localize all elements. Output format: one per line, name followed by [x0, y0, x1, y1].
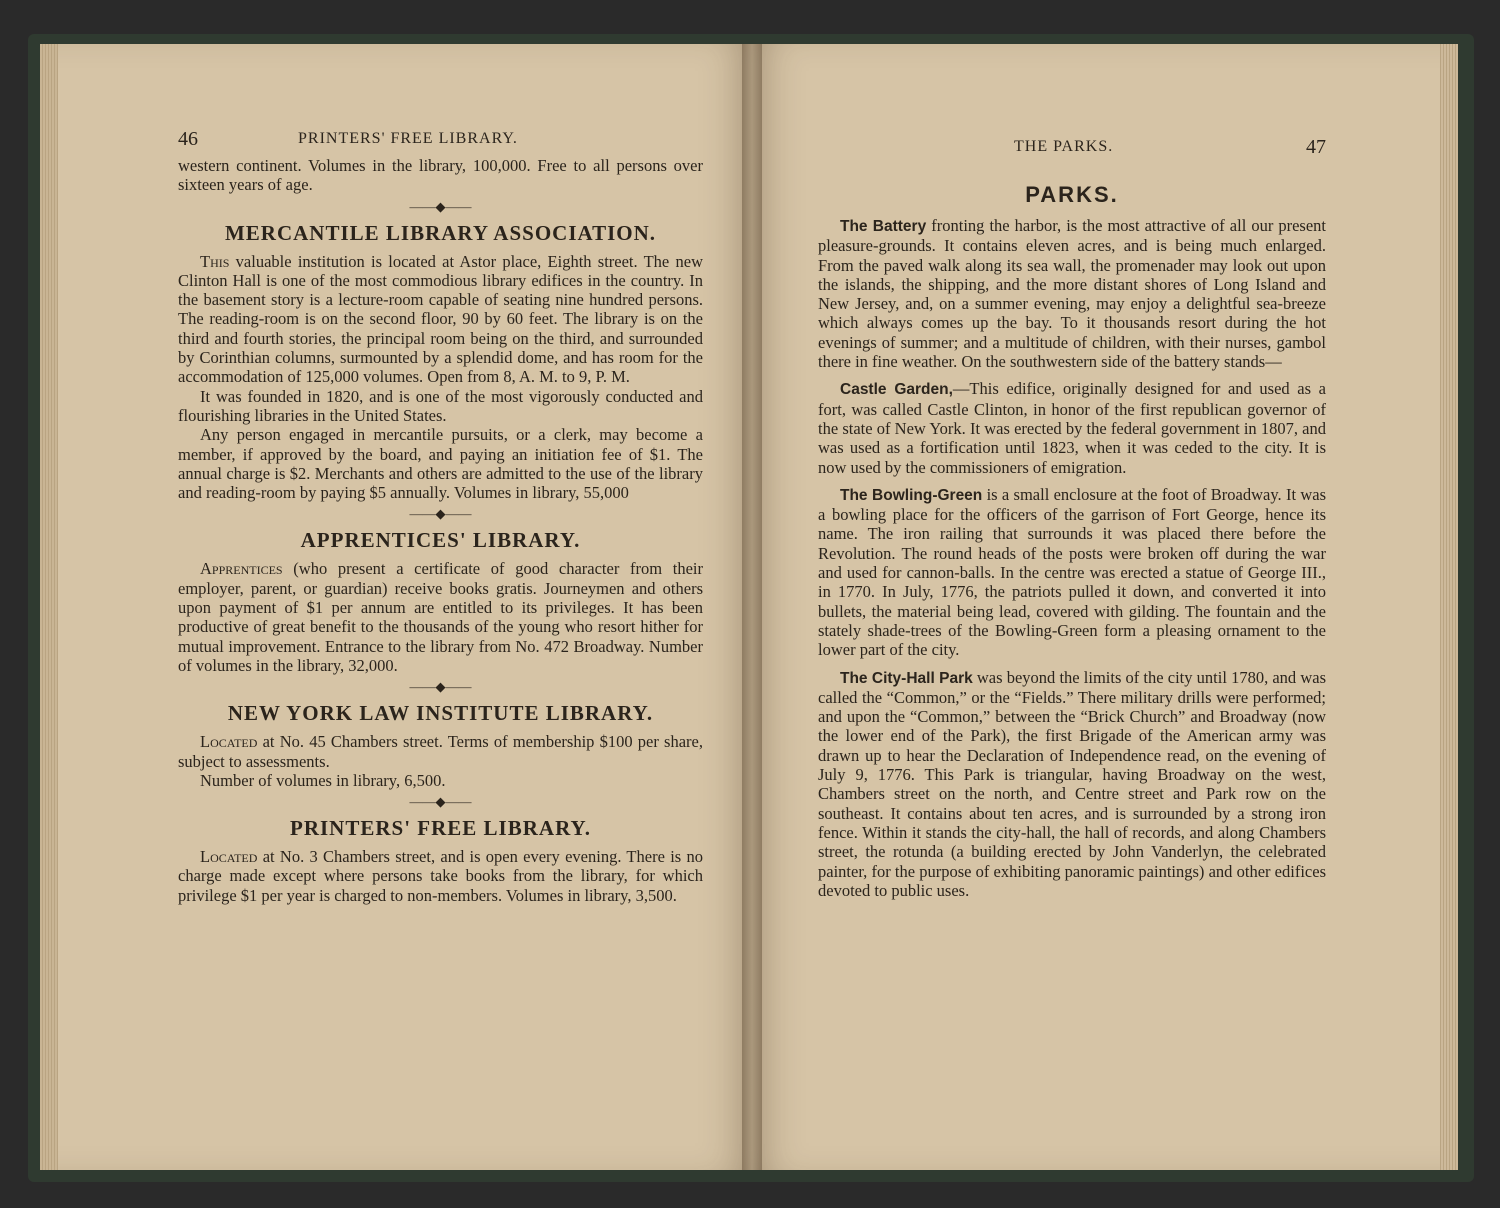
running-title: THE PARKS.: [1014, 138, 1114, 155]
section-title: APPRENTICES' LIBRARY.: [300, 528, 581, 553]
park-paragraph: The Battery fronting the harbor, is the most attractive of all our present pleasure-grounds. It contains eleven acres, and is being much enlarged. From the paved walk along its sea wall, the promenader may look out upon the islands, the shipping, and the more distant shores of Long Island and New Jersey, and, on a summer evening, may enjoy a delightful sea-breeze which always comes up the bay. To it thousands resort during the hot evenings of summer; and a multitude of children, with their nurses, gambol there in fine weather. On the southwestern side of the battery stands—: [818, 216, 1326, 372]
page-edges-right: [1440, 44, 1458, 1170]
page-number: 47: [1306, 136, 1326, 158]
section-paragraph: Any person engaged in mercantile pursuits, or a clerk, may become a member, if approved by the board, and paying an initiation fee of $1. The annual charge is $2. Merchants and others are admitted to the use of the library and reading-room by paying $5 annually. Volumes in library, 55,000: [178, 425, 703, 503]
ornament-divider: ——◆——: [409, 794, 472, 810]
right-running-head: [818, 136, 1326, 164]
left-page-content: [178, 128, 703, 905]
section-paragraph: Located at No. 45 Chambers street. Terms of membership $100 per share, subject to assessments.: [178, 732, 703, 771]
section-paragraph: Apprentices (who present a certificate of good character from their employer, parent, or guardian) receive books gratis. Journeymen and others upon payment of $1 per annum are entitled to its privileges. It has been productive of great benefit to the thousands of the young who resort hither for mutual improvement. Entrance to the library from No. 472 Broadway. Number of volumes in the library, 32,000.: [178, 559, 703, 675]
section-paragraph: It was founded in 1820, and is one of the most vigorously conducted and flourishing libraries in the United States.: [178, 386, 703, 425]
section-title: PRINTERS' FREE LIBRARY.: [290, 816, 591, 841]
section-title: NEW YORK LAW INSTITUTE LIBRARY.: [227, 701, 654, 726]
park-paragraph: The City-Hall Park was beyond the limits of the city until 1780, and was called the “Common,” or the “Fields.” There military drills were performed; and upon the “Common,” between the “Brick Church” and Broadway (now the lower end of the Park), the first Brigade of the American army was drawn up to hear the Declaration of Independence read, on the evening of July 9, 1776. This Park is triangular, having Broadway on the west, Chambers street on the north, and Centre street and Park row on the southeast. It contains about ten acres, and is surrounded by a strong iron fence. Within it stands the city-hall, the hall of records, and along Chambers street, the rotunda (a building erected by John Vanderlyn, the celebrated painter, for the purpose of exhibiting panoramic paintings) and other edifices devoted to public uses.: [818, 667, 1326, 900]
chapter-title: PARKS.: [1025, 182, 1119, 207]
section-paragraph: This valuable institution is located at Astor place, Eighth street. The new Clinton Hall is one of the most commodious library edifices in the country. In the basement story is a lecture-room capable of seating nine hundred persons. The reading-room is on the second floor, 90 by 60 feet. The library is on the third and fourth stories, the principal room being on the third, and surrounded by Corinthian columns, surmounted by a splendid dome, and has room for the accommodation of 125,000 volumes. Open from 8, A. M. to 9, P. M.: [178, 251, 703, 387]
ornament-divider: ——◆——: [409, 198, 472, 214]
book-gutter: [742, 44, 762, 1170]
park-paragraph: The Bowling-Green is a small enclosure at the foot of Broadway. It was a bowling place for the officers of the garrison of Fort George, hence its name. The iron railing that surrounds it was placed there before the Revolution. The round heads of the posts were broken off during the war and used for cannon-balls. In the centre was erected a statue of George III., in 1770. In July, 1776, the patriots pulled it down, and converted it into bullets, the material being lead, covered with gilding. The fountain and the stately shade-trees of the Bowling-Green form a pleasing ornament to the lower part of the city.: [818, 484, 1326, 660]
right-page-content: [818, 136, 1326, 900]
intro-text: western continent. Volumes in the library, 100,000. Free to all persons over sixteen years of age.: [178, 156, 703, 195]
page-number: 46: [178, 128, 198, 150]
section-paragraph: Number of volumes in library, 6,500.: [200, 770, 446, 790]
running-title: PRINTERS' FREE LIBRARY.: [298, 130, 518, 147]
section-title: MERCANTILE LIBRARY ASSOCIATION.: [224, 220, 657, 245]
park-paragraph: Castle Garden,—This edifice, originally designed for and used as a fort, was called Castle Clinton, in honor of the first republican governor of the state of New York. It was erected by the federal government in 1807, and was used as a fortification until 1823, when it was ceded to the city. It is now used by the commissioners of emigration.: [818, 379, 1327, 477]
ornament-divider: ——◆——: [409, 679, 472, 695]
section-paragraph: Located at No. 3 Chambers street, and is open every evening. There is no charge made except where persons take books from the library, for which privilege $1 per year is charged to non-members. Volumes in library, 3,500.: [178, 847, 703, 905]
left-running-head: [178, 128, 703, 156]
ornament-divider: ——◆——: [409, 506, 472, 522]
page-edges-left: [40, 44, 58, 1170]
